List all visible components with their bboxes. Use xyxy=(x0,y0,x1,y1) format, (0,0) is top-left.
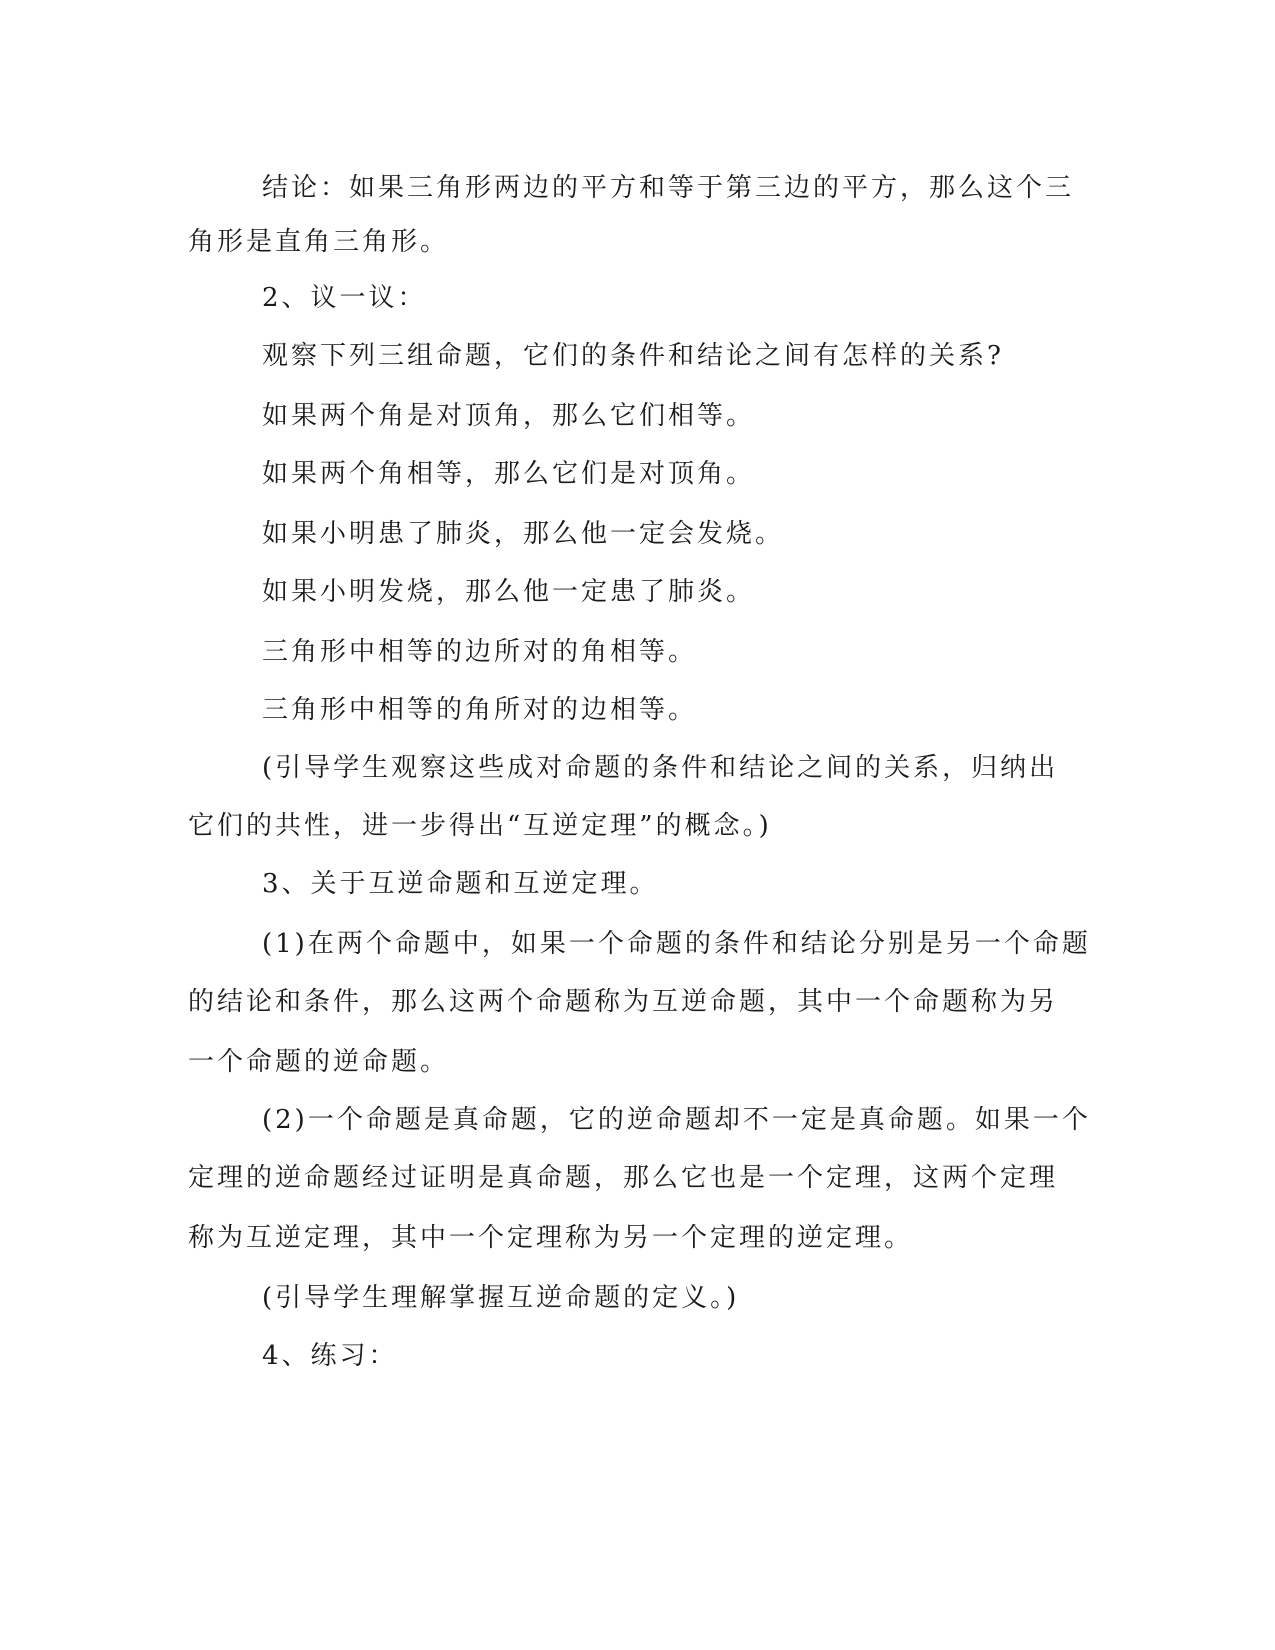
text-line: 如果小明发烧，那么他一定患了肺炎。 xyxy=(262,577,756,607)
text-line: 如果小明患了肺炎，那么他一定会发烧。 xyxy=(262,519,785,549)
text-line: 角形是直角三角形。 xyxy=(188,227,450,257)
text-line: 的结论和条件，那么这两个命题称为互逆命题，其中一个命题称为另 xyxy=(188,987,1059,1017)
text-line: 结论：如果三角形两边的平方和等于第三边的平方，那么这个三 xyxy=(262,173,1075,203)
text-line: (引导学生观察这些成对命题的条件和结论之间的关系，归纳出 xyxy=(262,753,1059,783)
text-line: 观察下列三组命题，它们的条件和结论之间有怎样的关系? xyxy=(262,341,1004,371)
text-line: 称为互逆定理，其中一个定理称为另一个定理的逆定理。 xyxy=(188,1223,914,1253)
text-line: 它们的共性，进一步得出“互逆定理”的概念。) xyxy=(188,811,772,841)
text-line: 如果两个角是对顶角，那么它们相等。 xyxy=(262,401,756,431)
text-line: 三角形中相等的边所对的角相等。 xyxy=(262,637,698,667)
text-line: 三角形中相等的角所对的边相等。 xyxy=(262,695,698,725)
text-line: 定理的逆命题经过证明是真命题，那么它也是一个定理，这两个定理 xyxy=(188,1163,1059,1193)
section-heading: 3、关于互逆命题和互逆定理。 xyxy=(262,869,659,899)
section-heading: 4、练习： xyxy=(262,1341,398,1371)
text-line: (引导学生理解掌握互逆命题的定义。) xyxy=(262,1283,740,1313)
text-line: 一个命题的逆命题。 xyxy=(188,1047,450,1077)
section-heading: 2、议一议： xyxy=(262,283,427,313)
text-line: 如果两个角相等，那么它们是对顶角。 xyxy=(262,459,756,489)
text-line: (1)在两个命题中，如果一个命题的条件和结论分别是另一个命题 xyxy=(262,929,1091,959)
text-line: (2)一个命题是真命题，它的逆命题却不一定是真命题。如果一个 xyxy=(262,1105,1091,1135)
